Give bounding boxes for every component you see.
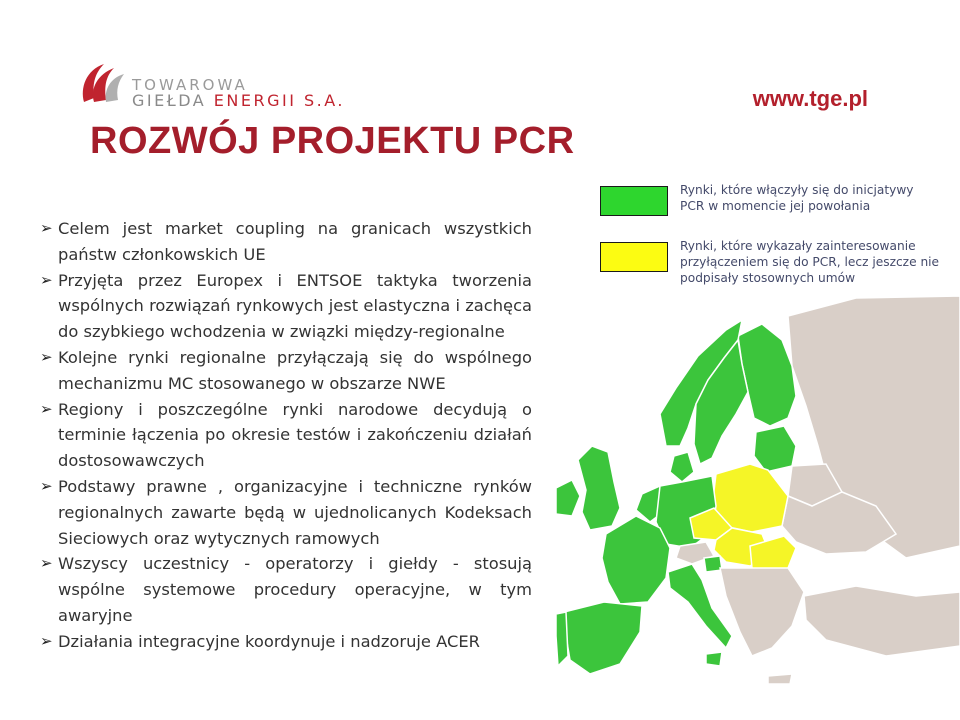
legend-text-founding: Rynki, które włączyły się do inicjatywy PCR w momencie jej powołania <box>680 183 914 213</box>
company-logo <box>76 58 376 108</box>
arrow-bullet-icon: ➢ <box>40 347 53 366</box>
list-item-text: Przyjęta przez Europex i ENTSOE taktyka tworzenia wspólnych rozwiązań rynkowych jest elastyczna i zachęca do szybkiego wchodzenia w związki między-regionalne <box>58 270 532 342</box>
logo-text-line2 <box>132 91 345 110</box>
arrow-bullet-icon: ➢ <box>40 219 53 237</box>
arrow-bullet-icon: ➢ <box>40 554 53 573</box>
arrow-bullet-icon: ➢ <box>40 270 53 289</box>
map-region-balkans <box>720 568 804 656</box>
list-item <box>40 268 532 345</box>
list-item-text: Kolejne rynki regionalne przyłączają się do wspólnego mechanizmu MC stosowanego w obszarze NWE <box>58 347 532 393</box>
list-item <box>40 216 532 268</box>
map-region-ireland <box>556 480 580 516</box>
europe-map <box>556 296 960 720</box>
map-region-baltics <box>754 426 796 472</box>
list-item <box>40 397 532 474</box>
list-item-text: Celem jest market coupling na granicach wszystkich państw członkowskich UE <box>58 219 532 264</box>
bullet-list <box>40 216 532 655</box>
list-item-text: Działania integracyjne koordynuje i nadzoruje ACER <box>58 631 480 651</box>
page-title: ROZWÓJ PROJEKTU PCR <box>90 120 575 162</box>
legend-swatch-yellow <box>600 242 668 272</box>
map-region-denmark <box>670 452 694 482</box>
map-region-uk <box>578 446 620 530</box>
list-item <box>40 345 532 397</box>
map-region-portugal <box>556 612 568 666</box>
map-legend <box>600 182 940 294</box>
map-region-france <box>602 516 670 604</box>
list-item <box>40 474 532 551</box>
legend-swatch-green <box>600 186 668 216</box>
legend-item-founding <box>600 182 940 238</box>
arrow-bullet-icon: ➢ <box>40 631 53 650</box>
logo-text-line1: TOWAROWA <box>132 76 248 94</box>
list-item <box>40 551 532 628</box>
tge-logo-icon <box>76 58 128 110</box>
map-region-finland <box>738 324 796 426</box>
map-region-spain <box>564 602 642 674</box>
legend-text-interested: Rynki, które wykazały zainteresowanie przyłączeniem się do PCR, lecz jeszcze nie podpisały stosownych umów <box>680 239 940 285</box>
website-url[interactable]: www.tge.pl <box>752 86 868 111</box>
arrow-bullet-icon: ➢ <box>40 399 53 418</box>
list-item-text: Wszyscy uczestnicy - operatorzy i giełdy - stosują wspólne systemowe procedury operacyjne, w tym awaryjne <box>58 554 532 625</box>
logo-text-gray: GIEŁDA <box>132 91 207 110</box>
map-region-crete <box>768 674 792 684</box>
map-region-turkey <box>804 586 960 656</box>
list-item-text: Regiony i poszczególne rynki narodowe decydują o terminie łączenia po okresie testów i zakończeniu działań dostosowawczych <box>58 399 532 471</box>
arrow-bullet-icon: ➢ <box>40 476 53 495</box>
list-item-text: Podstawy prawne , organizacyjne i techniczne rynków regionalnych zawarte będą w ujednolicanych Kodeksach Sieciowych oraz wytycznych ramowych <box>58 476 532 548</box>
map-region-slovenia <box>704 556 722 572</box>
legend-item-interested <box>600 238 940 294</box>
map-region-sicily <box>706 652 722 666</box>
logo-text-red: ENERGII S.A. <box>206 91 346 110</box>
list-item <box>40 629 532 655</box>
